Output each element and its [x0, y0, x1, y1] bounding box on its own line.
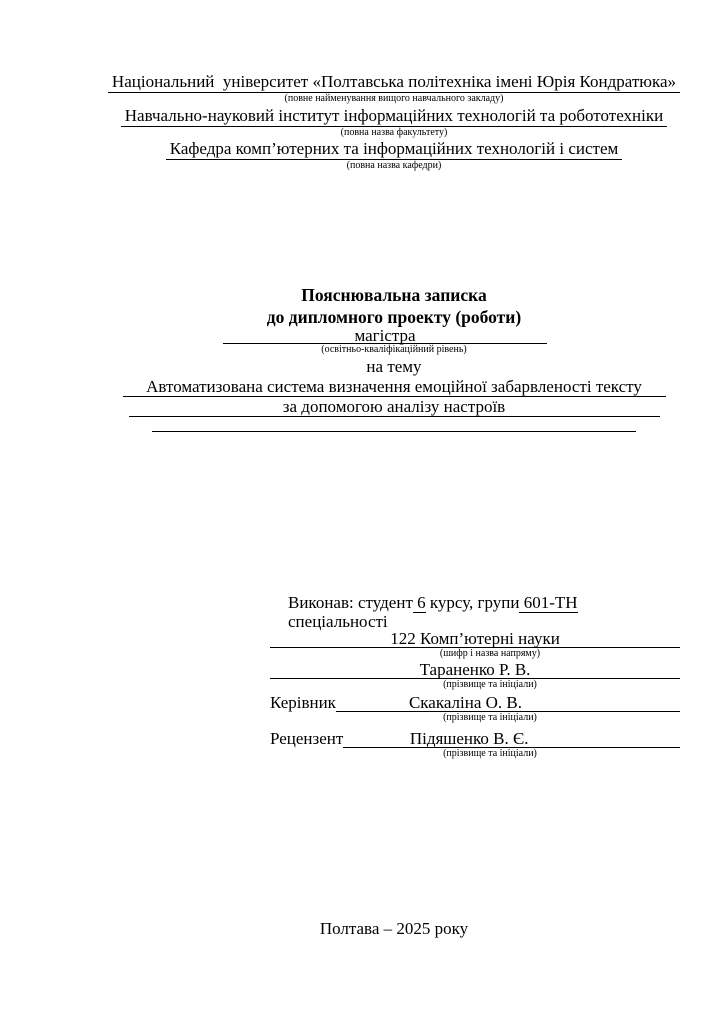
performed-prefix: Виконав: студент	[288, 593, 413, 612]
institution-header	[105, 0, 683, 173]
title-block	[105, 284, 683, 433]
student-name-line: Тараненко Р. В.	[270, 661, 680, 679]
group-value: 601-ТН	[519, 593, 578, 612]
department-name: Кафедра комп’ютерних та інформаційних технологій і систем	[166, 139, 623, 160]
supervisor-row	[270, 694, 680, 712]
reviewer-caption: (прізвище та ініціали)	[443, 747, 537, 759]
page-content	[105, 0, 683, 940]
topic-label: на тему	[366, 357, 422, 376]
university-name: Національний університет «Полтавська політехніка імені Юрія Кондратюка»	[108, 72, 680, 93]
supervisor-name-line: Скакаліна О. В.	[336, 694, 680, 712]
university-caption: (повне найменування вищого навчального закладу)	[284, 93, 504, 104]
topic-line1: Автоматизована система визначення емоційної забарвленості тексту	[123, 377, 666, 397]
university-row	[105, 72, 683, 93]
document-title-line2: до дипломного проекту (роботи)	[266, 306, 522, 327]
topic-blank-line	[152, 417, 636, 432]
institute-caption: (повна назва факультету)	[340, 126, 448, 138]
degree-caption: (освітньо-кваліфікаційний рівень)	[321, 343, 467, 355]
supervisor-caption: (прізвище та ініціали)	[443, 712, 537, 723]
reviewer-label: Рецензент	[270, 728, 344, 748]
department-caption: (повна назва кафедри)	[346, 160, 442, 171]
reviewer-name-line: Підяшенко В. Є.	[343, 730, 680, 748]
document-title-line1: Пояснювальна записка	[301, 284, 487, 305]
specialty-caption: (шифр і назва напряму)	[439, 648, 541, 659]
supervisor-label: Керівник	[270, 693, 336, 712]
reviewer-row	[270, 730, 680, 748]
topic-line2: за допомогою аналізу настроїв	[129, 397, 660, 417]
performed-middle: курсу, групи	[425, 593, 520, 612]
specialty-label: спеціальності	[288, 612, 388, 631]
institute-name: Навчально-науковий інститут інформаційних технологій та робототехніки	[121, 106, 667, 127]
department-row	[105, 139, 683, 160]
institute-row	[105, 106, 683, 127]
city-year-footer: Полтава – 2025 року	[319, 919, 469, 938]
student-name-caption: (прізвище та ініціали)	[443, 678, 537, 690]
degree-level: магістра	[223, 328, 547, 344]
specialty-line: 122 Комп’ютерні науки	[270, 630, 680, 648]
performed-row	[270, 593, 680, 613]
course-value: 6	[412, 593, 426, 612]
credits-block	[270, 593, 680, 760]
